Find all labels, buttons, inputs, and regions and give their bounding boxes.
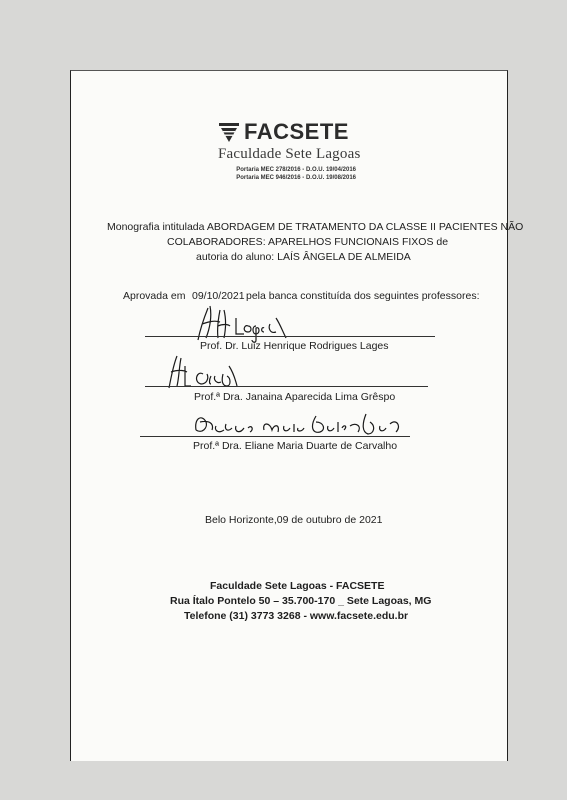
title-line-1: Monografia intitulada ABORDAGEM DE TRATAMENTO DA CLASSE II PACIENTES NÃO — [107, 221, 524, 233]
facsete-emblem-icon — [218, 122, 240, 144]
signature-1 — [190, 300, 290, 345]
footer-line-1: Faculdade Sete Lagoas - FACSETE — [210, 580, 385, 592]
facsete-logo — [218, 119, 378, 189]
approval-date: 09/10/2021 — [192, 290, 245, 302]
approval-text: pela banca constituída dos seguintes professores: — [246, 290, 480, 302]
professor-3-name: Prof.ª Dra. Eliane Maria Duarte de Carvalho — [193, 440, 398, 452]
title-line-2: COLABORADORES: APARELHOS FUNCIONAIS FIXOS de — [167, 236, 449, 248]
footer-line-2: Rua Ítalo Pontelo 50 – 35.700-170 _ Sete Lagoas, MG — [170, 595, 432, 607]
signature-line-1 — [145, 336, 435, 337]
approval-label: Aprovada em — [123, 290, 186, 302]
portaria-2: Portaria MEC 946/2016 - D.O.U. 19/08/2016 — [236, 175, 356, 181]
footer-line-3: Telefone (31) 3773 3268 - www.facsete.edu.br — [184, 610, 409, 622]
professor-2-name: Prof.ª Dra. Janaina Aparecida Lima Grêspo — [194, 391, 396, 403]
title-line-3: autoria do aluno: LAÍS ÂNGELA DE ALMEIDA — [196, 251, 411, 263]
professor-1-name: Prof. Dr. Luiz Henrique Rodrigues Lages — [200, 340, 389, 352]
logo-subtitle: Faculdade Sete Lagoas — [218, 146, 361, 162]
place-date: Belo Horizonte,09 de outubro de 2021 — [205, 514, 383, 526]
signature-line-2 — [145, 386, 428, 387]
signature-line-3 — [140, 436, 410, 437]
portaria-1: Portaria MEC 278/2016 - D.O.U. 19/04/2016 — [236, 167, 356, 173]
logo-name: FACSETE — [244, 119, 349, 144]
